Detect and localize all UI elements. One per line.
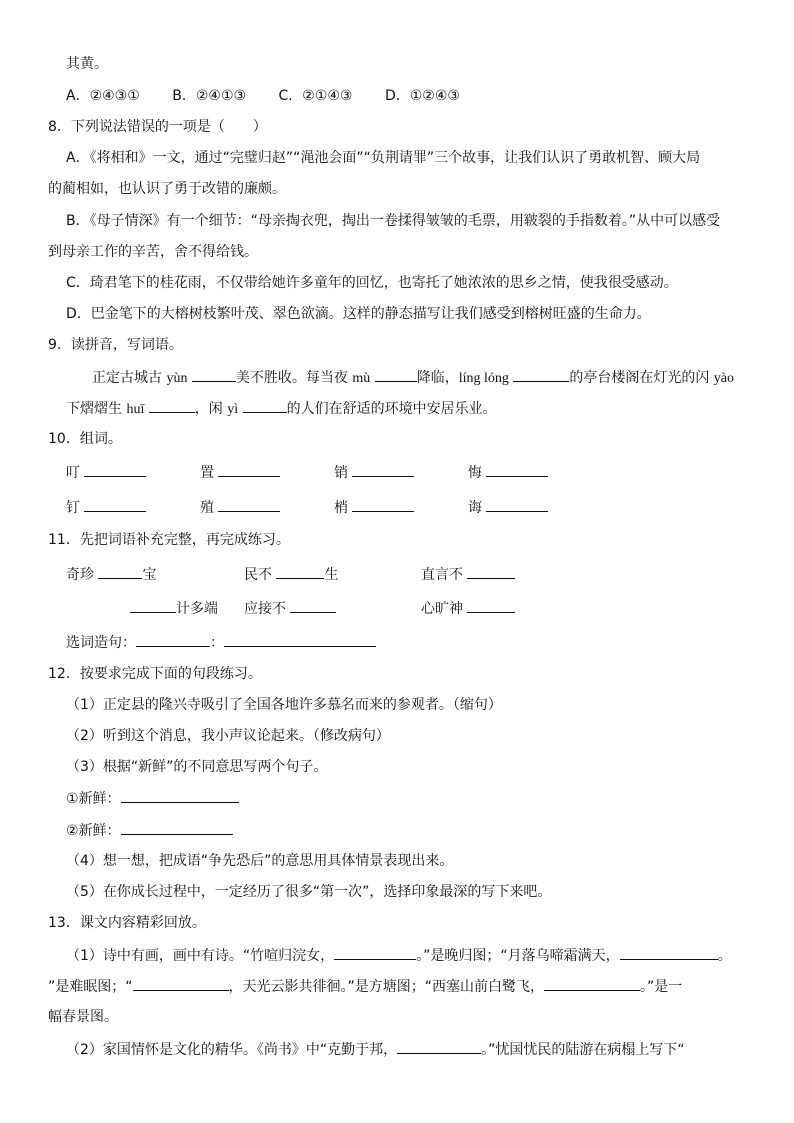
q12-sub-3: （3）根据“新鲜”的不同意思写两个句子。 [66,759,328,775]
q12-sub-5: （5）在你成长过程中，一定经历了很多“第一次”，选择印象最深的写下来吧。 [66,884,552,900]
q9-pinyin: yùn [166,371,188,386]
q10-item [66,497,146,518]
q11-text: 民不 [244,567,277,583]
q9-text: 美不胜收。每当夜 [235,370,353,386]
q13-text: ，天光云影共徘徊。”是方塘图；“西塞山前白鹭飞， [228,979,545,995]
q11-blank[interactable] [276,564,324,579]
q10-blank[interactable] [84,497,146,512]
q12-blank[interactable] [121,820,233,835]
q10-char: 殖 [200,500,214,516]
q10-blank[interactable] [218,462,280,477]
q13-text: ”是难眠图；“ [48,979,133,995]
option-a-value: ②④③① [89,88,140,104]
prev-question-tail: 其黄。 [66,56,108,72]
q9-blank-1[interactable] [192,367,236,382]
q10-blank[interactable] [486,462,548,477]
q11-blank[interactable] [224,632,376,647]
q10-blank[interactable] [352,497,414,512]
q11-sentence [66,632,376,653]
q9-pinyin: yì [227,402,239,417]
q12-sub-3a [66,788,239,809]
option-b-value: ②④①③ [195,88,247,104]
q11-idiom [421,564,515,585]
option-c-label: C． [278,88,303,104]
q13-blank[interactable] [133,976,229,991]
q11-text: 应接不 [244,601,291,617]
q8-option-b-line2: 到母亲工作的辛苦，舍不得给钱。 [48,244,258,260]
q9-blank-2[interactable] [375,367,417,382]
q9-blank-5[interactable] [243,398,287,413]
q12-text: ①新鲜： [66,791,121,807]
q11-text: 奇珍 [66,567,99,583]
q10-blank[interactable] [218,497,280,512]
option-c[interactable] [279,86,353,106]
q10-blank[interactable] [84,462,146,477]
q11-blank[interactable] [130,598,176,613]
q11-text: 宝 [142,567,157,583]
q9-text: 下熠熠生 [66,401,127,417]
q11-idiom [244,598,336,619]
q9-blank-4[interactable] [149,398,195,413]
q11-text: 选词造句： [66,635,136,651]
option-a[interactable] [66,86,140,106]
q9-text: 降临， [416,370,459,386]
q12-sub-2: （2）听到这个消息，我小声议论起来。（修改病句） [66,728,390,744]
q13-blank[interactable] [397,1039,481,1054]
q9-text: 的人们在舒适的环境中安居乐业。 [286,401,497,417]
q10-char: 诲 [468,500,482,516]
q13-text: （2）家国情怀是文化的精华。《尚书》中“克勤于邦， [66,1042,398,1058]
option-d[interactable] [385,86,460,106]
q13-blank[interactable] [544,976,640,991]
q13-para1-line1 [66,945,732,966]
q11-idiom [66,564,156,585]
q10-item [468,462,548,483]
q11-blank[interactable] [136,632,210,647]
q9-text: 正定古城古 [92,370,167,386]
q13-text: 。”忧国忧民的陆游在病榻上写下“ [481,1042,685,1058]
q13-para1-line3: 幅春景图。 [48,1009,118,1025]
q9-line1 [92,367,734,389]
option-d-value: ①②④③ [409,88,460,104]
q13-blank[interactable] [620,945,718,960]
option-b[interactable] [172,86,246,106]
q10-char: 梢 [334,500,348,516]
q11-blank[interactable] [98,564,142,579]
q11-text: 心旷神 [421,601,468,617]
q13-text: 。”是一 [640,979,683,995]
q13-text: 。 [717,948,732,964]
option-b-label: B． [172,88,196,104]
option-a-label: A． [66,88,90,104]
q13-blank[interactable] [334,945,416,960]
q8-option-b-line1[interactable]: B．《母子情深》有一个细节：“母亲掏衣兜，掏出一卷揉得皱皱的毛票，用皲裂的手指数着。”从中可以感受 [66,213,721,229]
q9-blank-3[interactable] [513,367,569,382]
q13-para1-line2 [48,976,682,997]
q8-option-c[interactable]: C．琦君笔下的桂花雨，不仅带给她许多童年的回忆，也寄托了她浓浓的思乡之情，使我很受感动。 [66,275,678,291]
q13-stem: 13．课文内容精彩回放。 [48,915,206,931]
q10-item [200,497,280,518]
option-c-value: ②①④③ [302,88,353,104]
q9-line2 [66,398,497,420]
q9-stem: 9．读拼音，写词语。 [48,337,183,353]
q9-text: ，闲 [194,401,228,417]
q8-stem: 8．下列说法错误的一项是（ ） [48,119,267,135]
q12-blank[interactable] [121,788,239,803]
q8-option-d[interactable]: D．巴金笔下的大榕树枝繁叶茂、翠色欲滴。这样的静态描写让我们感受到榕树旺盛的生命力。 [66,306,651,322]
q10-item [468,497,548,518]
q13-para2-line1 [66,1039,685,1060]
q12-sub-1: （1）正定县的隆兴寺吸引了全国各地许多慕名而来的参观者。（缩句） [66,697,502,713]
q11-text: 直言不 [421,567,468,583]
q10-item [334,462,414,483]
q10-char: 钉 [66,500,80,516]
option-d-label: D． [384,88,410,104]
q11-idiom [130,598,218,619]
q10-item [334,497,414,518]
q10-char: 悔 [468,465,482,481]
q10-item [66,462,146,483]
q13-text: （1）诗中有画，画中有诗。“竹喧归浣女， [66,948,335,964]
q12-sub-4: （4）想一想，把成语“争先恐后”的意思用具体情景表现出来。 [66,853,454,869]
q13-text: 。”是晚归图；“月落乌啼霜满天， [416,948,620,964]
q9-pinyin: mù [352,371,371,386]
q10-blank[interactable] [352,462,414,477]
q10-blank[interactable] [486,497,548,512]
prev-question-options [66,86,488,106]
q12-sub-3b [66,820,233,841]
q11-blank[interactable] [467,564,515,579]
q10-char: 销 [334,465,348,481]
q11-text: 生 [324,567,339,583]
q8-option-a-line1[interactable]: A．《将相和》一文，通过“完璧归赵”“渑池会面”“负荆请罪”三个故事，让我们认识了勇敢机智、顾大局 [66,150,701,166]
q8-option-a-line2: 的蔺相如，也认识了勇于改错的廉颇。 [48,181,286,197]
q12-text: ②新鲜： [66,823,121,839]
q12-stem: 12．按要求完成下面的句段练习。 [48,666,262,682]
q11-text: ： [210,635,224,651]
q11-blank[interactable] [290,598,336,613]
q9-text: 的亭台楼阁在灯光的闪 [569,370,714,386]
q9-pinyin: huī [126,402,145,417]
q11-idiom [244,564,338,585]
q11-text: 计多端 [176,601,218,617]
q11-stem: 11．先把词语补充完整，再完成练习。 [48,532,290,548]
q10-char: 置 [200,465,214,481]
q10-item [200,462,280,483]
q9-pinyin: líng lóng [458,371,509,386]
q10-char: 叮 [66,465,80,481]
q9-pinyin: yào [713,371,734,386]
q10-stem: 10．组词。 [48,431,122,447]
q11-blank[interactable] [467,598,515,613]
q11-idiom [421,598,515,619]
